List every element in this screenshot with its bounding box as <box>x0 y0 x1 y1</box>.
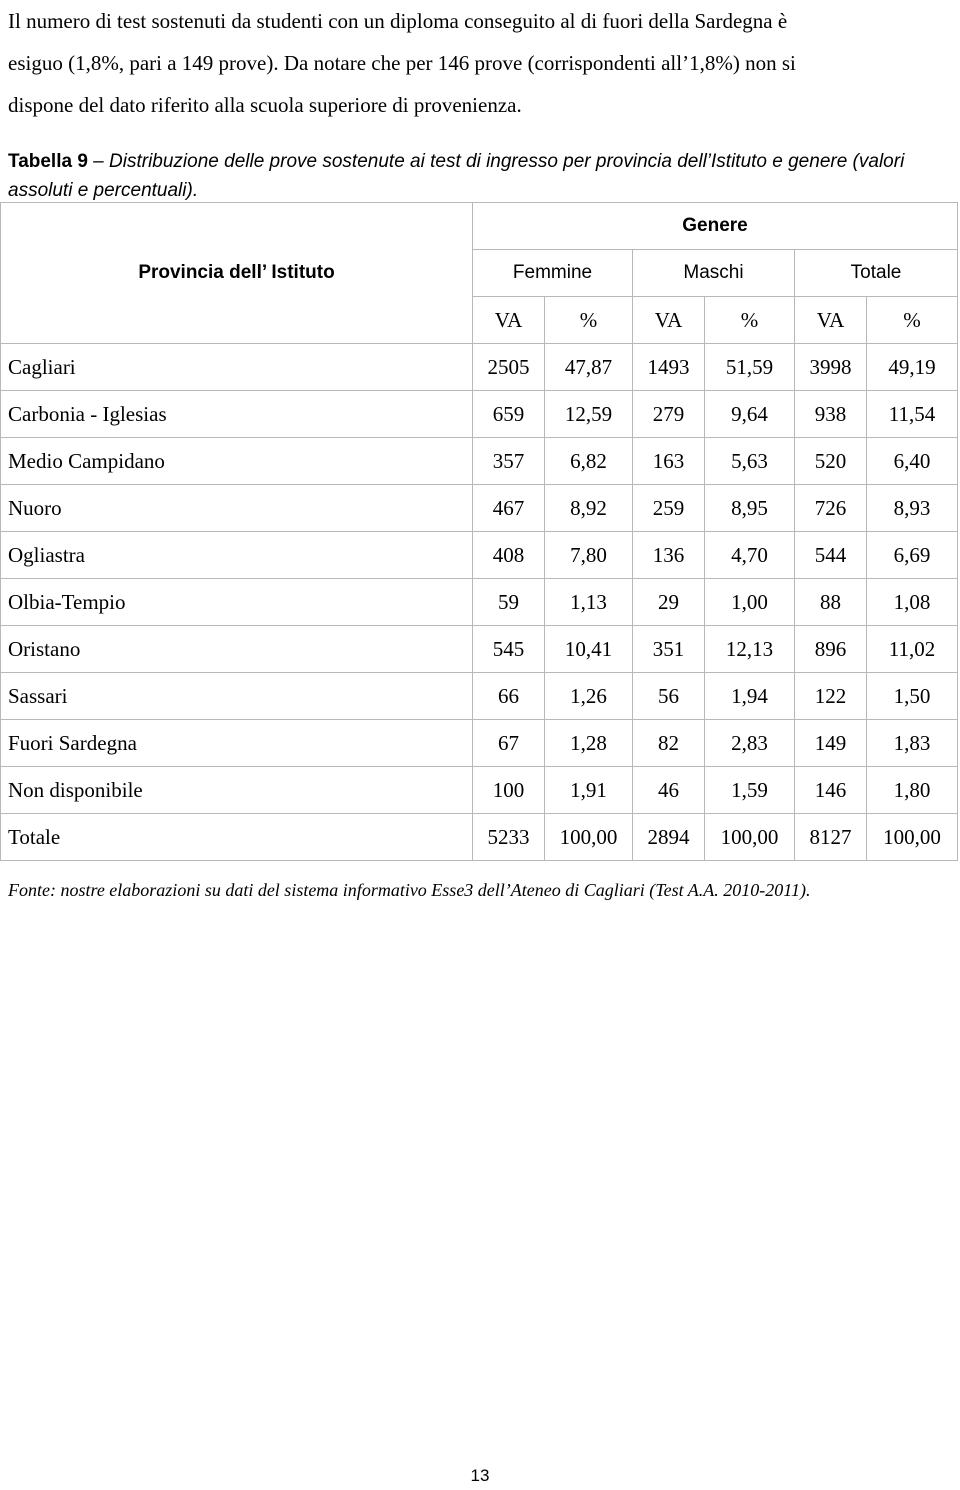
province-cell: Carbonia - Iglesias <box>1 391 473 438</box>
table-row <box>1 532 958 579</box>
value-cell: 12,59 <box>545 391 633 438</box>
value-cell: 8,92 <box>545 485 633 532</box>
value-cell: 8,93 <box>867 485 958 532</box>
table-row <box>1 626 958 673</box>
value-cell: 279 <box>633 391 705 438</box>
value-cell: 100,00 <box>705 814 795 861</box>
value-cell: 1,13 <box>545 579 633 626</box>
value-cell: 10,41 <box>545 626 633 673</box>
value-cell: 1,59 <box>705 767 795 814</box>
caption-dash: – <box>87 151 110 172</box>
value-cell: 7,80 <box>545 532 633 579</box>
table-row <box>1 720 958 767</box>
value-cell: 66 <box>473 673 545 720</box>
subheader-cell: % <box>867 297 958 344</box>
page-number: 13 <box>470 1466 490 1485</box>
province-cell: Olbia-Tempio <box>1 579 473 626</box>
value-cell: 6,40 <box>867 438 958 485</box>
table-row <box>1 485 958 532</box>
value-cell: 163 <box>633 438 705 485</box>
province-cell: Ogliastra <box>1 532 473 579</box>
caption-label: Tabella 9 <box>8 151 88 172</box>
province-cell: Sassari <box>1 673 473 720</box>
value-cell: 1,83 <box>867 720 958 767</box>
province-cell: Medio Campidano <box>1 438 473 485</box>
caption-text: Distribuzione delle prove sostenute ai test di ingresso per provincia dell’Istituto e genere (valori assoluti e percentuali). <box>8 151 905 201</box>
table-row <box>1 767 958 814</box>
value-cell: 351 <box>633 626 705 673</box>
subheader-cell: VA <box>473 297 545 344</box>
value-cell: 56 <box>633 673 705 720</box>
group-totale: Totale <box>795 250 958 297</box>
value-cell: 2505 <box>473 344 545 391</box>
value-cell: 9,64 <box>705 391 795 438</box>
value-cell: 49,19 <box>867 344 958 391</box>
intro-line: Il numero di test sostenuti da studenti con un diploma conseguito al di fuori della Sardegna è <box>8 9 788 33</box>
value-cell: 47,87 <box>545 344 633 391</box>
value-cell: 8,95 <box>705 485 795 532</box>
data-table <box>0 202 958 861</box>
subheader-cell: % <box>545 297 633 344</box>
value-cell: 51,59 <box>705 344 795 391</box>
table-row <box>1 344 958 391</box>
value-cell: 1,50 <box>867 673 958 720</box>
province-cell: Totale <box>1 814 473 861</box>
value-cell: 149 <box>795 720 867 767</box>
intro-line: esiguo (1,8%, pari a 149 prove). Da notare che per 146 prove (corrispondenti all’1,8%) non si <box>8 51 796 75</box>
value-cell: 1,00 <box>705 579 795 626</box>
value-cell: 11,54 <box>867 391 958 438</box>
value-cell: 100 <box>473 767 545 814</box>
value-cell: 88 <box>795 579 867 626</box>
value-cell: 136 <box>633 532 705 579</box>
value-cell: 1,28 <box>545 720 633 767</box>
table-row <box>1 391 958 438</box>
value-cell: 1,08 <box>867 579 958 626</box>
group-header-cell: Genere <box>473 203 958 250</box>
row-header-cell: Provincia dell’ Istituto <box>1 203 473 344</box>
source-note: Fonte: nostre elaborazioni su dati del sistema informativo Esse3 dell’Ateneo di Cagliari (Test A.A. 2010-2011). <box>8 880 811 900</box>
province-cell: Nuoro <box>1 485 473 532</box>
value-cell: 357 <box>473 438 545 485</box>
value-cell: 11,02 <box>867 626 958 673</box>
value-cell: 100,00 <box>867 814 958 861</box>
value-cell: 520 <box>795 438 867 485</box>
value-cell: 82 <box>633 720 705 767</box>
value-cell: 544 <box>795 532 867 579</box>
value-cell: 2,83 <box>705 720 795 767</box>
value-cell: 259 <box>633 485 705 532</box>
province-cell: Cagliari <box>1 344 473 391</box>
value-cell: 59 <box>473 579 545 626</box>
value-cell: 467 <box>473 485 545 532</box>
value-cell: 5233 <box>473 814 545 861</box>
value-cell: 67 <box>473 720 545 767</box>
value-cell: 726 <box>795 485 867 532</box>
value-cell: 4,70 <box>705 532 795 579</box>
value-cell: 146 <box>795 767 867 814</box>
value-cell: 100,00 <box>545 814 633 861</box>
subheader-cell: VA <box>795 297 867 344</box>
table-row-total <box>1 814 958 861</box>
value-cell: 8127 <box>795 814 867 861</box>
value-cell: 3998 <box>795 344 867 391</box>
value-cell: 1,94 <box>705 673 795 720</box>
value-cell: 6,82 <box>545 438 633 485</box>
table-caption <box>8 147 954 205</box>
header-row-genere <box>1 203 958 250</box>
value-cell: 122 <box>795 673 867 720</box>
value-cell: 1,80 <box>867 767 958 814</box>
value-cell: 29 <box>633 579 705 626</box>
province-cell: Fuori Sardegna <box>1 720 473 767</box>
value-cell: 408 <box>473 532 545 579</box>
value-cell: 6,69 <box>867 532 958 579</box>
value-cell: 46 <box>633 767 705 814</box>
table-row <box>1 579 958 626</box>
province-cell: Oristano <box>1 626 473 673</box>
subheader-cell: % <box>705 297 795 344</box>
intro-line: dispone del dato riferito alla scuola superiore di provenienza. <box>8 93 522 117</box>
province-cell: Non disponibile <box>1 767 473 814</box>
group-femmine: Femmine <box>473 250 633 297</box>
value-cell: 545 <box>473 626 545 673</box>
table-row <box>1 438 958 485</box>
value-cell: 5,63 <box>705 438 795 485</box>
value-cell: 1493 <box>633 344 705 391</box>
value-cell: 12,13 <box>705 626 795 673</box>
intro-paragraph <box>8 0 952 126</box>
subheader-cell: VA <box>633 297 705 344</box>
group-maschi: Maschi <box>633 250 795 297</box>
value-cell: 1,26 <box>545 673 633 720</box>
value-cell: 659 <box>473 391 545 438</box>
value-cell: 2894 <box>633 814 705 861</box>
value-cell: 938 <box>795 391 867 438</box>
table-row <box>1 673 958 720</box>
value-cell: 896 <box>795 626 867 673</box>
value-cell: 1,91 <box>545 767 633 814</box>
